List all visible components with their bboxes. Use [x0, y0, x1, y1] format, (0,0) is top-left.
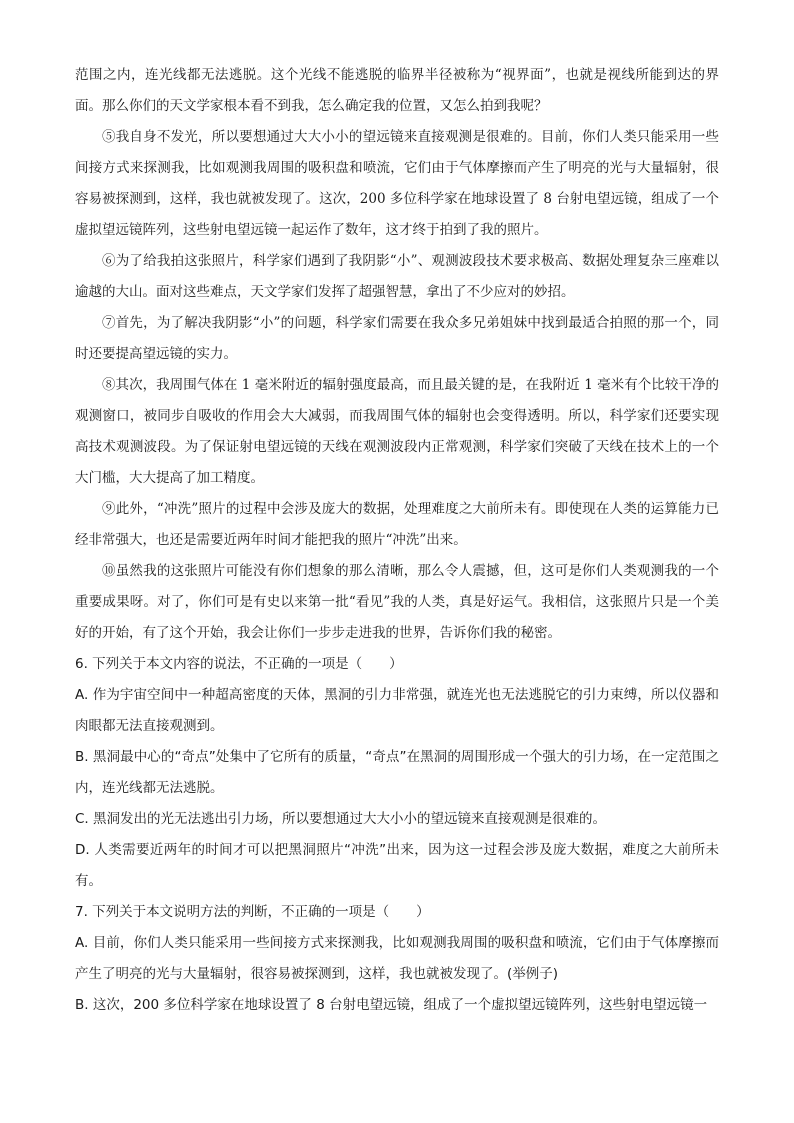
question-7-option-b: B. 这次，200 多位科学家在地球设置了 8 台射电望远镜，组成了一个虚拟望远镜阵列，这些射电望远镜一 [75, 997, 708, 1013]
passage-paragraph-6: ⑥为了给我拍这张照片，科学家们遇到了我阴影“小”、观测波段技术要求极高、数据处理复杂三座难以逾越的大山。面对这些难点，天文学家们发挥了超强智慧，拿出了不少应对的妙招。 [75, 253, 719, 300]
question-6-option-b: B. 黑洞最中心的“奇点”处集中了它所有的质量，“奇点”在黑洞的周围形成一个强大的引力场，在一定范围之内，连光线都无法逃脱。 [75, 749, 719, 796]
passage-paragraph-10: ⑩虽然我的这张照片可能没有你们想象的那么清晰，那么令人震撼，但，这可是你们人类观测我的一个重要成果呀。对了，你们可是有史以来第一批“看见”我的人类，真是好运气。我相信，这张照片只是一个美好的开始，有了这个开始，我会让你们一步步走进我的世界，告诉你们我的秘密。 [75, 563, 719, 641]
document-page [75, 60, 719, 1021]
question-6-stem: 6. 下列关于本文内容的说法，不正确的一项是（ ） [75, 656, 403, 672]
question-7-stem: 7. 下列关于本文说明方法的判断，不正确的一项是（ ） [75, 904, 430, 920]
question-7-option-a: A. 目前，你们人类只能采用一些间接方式来探测我，比如观测我周围的吸积盘和喷流，它们由于气体摩擦而产生了明亮的光与大量辐射，很容易被探测到，这样，我也就被发现了。(举例子) [75, 935, 719, 982]
passage-paragraph-5: ⑤我自身不发光，所以要想通过大大小小的望远镜来直接观测是很难的。目前，你们人类只能采用一些间接方式来探测我，比如观测我周围的吸积盘和喷流，它们由于气体摩擦而产生了明亮的光与大量辐射，很容易被探测到，这样，我也就被发现了。这次，200 多位科学家在地球设置了 8 台射电望远镜，组成了一个虚拟望远镜阵列，这些射电望远镜一起运作了数年，这才终于拍到了我的照片。 [75, 129, 719, 238]
question-6-option-c: C. 黑洞发出的光无法逃出引力场，所以要想通过大大小小的望远镜来直接观测是很难的。 [75, 811, 607, 827]
question-6-option-a: A. 作为宇宙空间中一种超高密度的天体，黑洞的引力非常强，就连光也无法逃脱它的引力束缚，所以仪器和肉眼都无法直接观测到。 [75, 687, 719, 734]
passage-paragraph-9: ⑨此外，“冲洗”照片的过程中会涉及庞大的数据，处理难度之大前所未有。即使现在人类的运算能力已经非常强大，也还是需要近两年时间才能把我的照片“冲洗”出来。 [75, 501, 719, 548]
passage-paragraph-7: ⑦首先，为了解决我阴影“小”的问题，科学家们需要在我众多兄弟姐妹中找到最适合拍照的那一个，同时还要提高望远镜的实力。 [75, 315, 719, 362]
question-6-option-d: D. 人类需要近两年的时间才可以把黑洞照片“冲洗”出来，因为这一过程会涉及庞大数据，难度之大前所未有。 [75, 842, 719, 889]
passage-paragraph-8: ⑧其次，我周围气体在 1 毫米附近的辐射强度最高，而且最关键的是，在我附近 1 毫米有个比较干净的观测窗口，被同步自吸收的作用会大大减弱，而我周围气体的辐射也会变得透明。所以，科学家们还要实现高技术观测波段。为了保证射电望远镜的天线在观测波段内正常观测，科学家们突破了天线在技术上的一个大门槛，大大提高了加工精度。 [75, 377, 719, 486]
passage-paragraph-cont: 范围之内，连光线都无法逃脱。这个光线不能逃脱的临界半径被称为“视界面”，也就是视线所能到达的界面。那么你们的天文学家根本看不到我，怎么确定我的位置，又怎么拍到我呢？ [75, 67, 719, 114]
